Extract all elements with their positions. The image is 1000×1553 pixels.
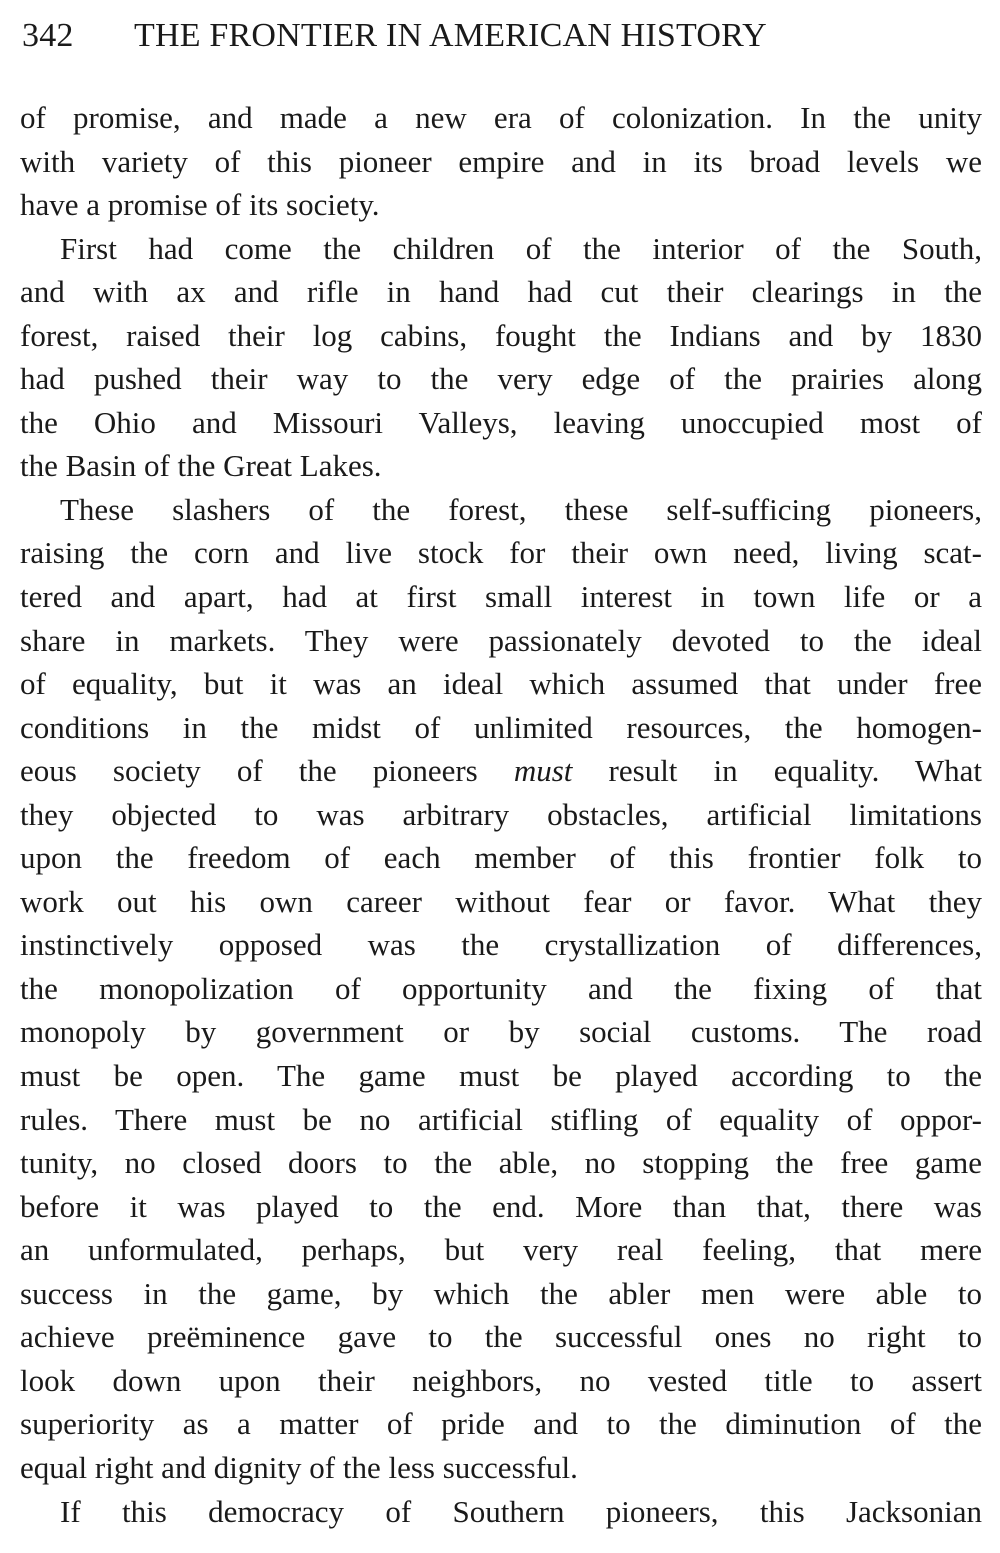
text-line xyxy=(20,1402,982,1446)
text-line-content: conditions in the midst of unlimited resources, the homogen- xyxy=(20,709,982,745)
text-line xyxy=(20,880,982,924)
text-line-content: forest, raised their log cabins, fought the Indians and by 1830 xyxy=(20,317,982,353)
text-line-content: equal right and dignity of the less successful. xyxy=(20,1449,578,1485)
text-line xyxy=(20,96,982,140)
text-line xyxy=(20,793,982,837)
text-line xyxy=(20,706,982,750)
text-line-content: These slashers of the forest, these self-sufficing pioneers, xyxy=(60,491,982,527)
text-line-content: raising the corn and live stock for their own need, living scat- xyxy=(20,535,982,571)
text-line xyxy=(20,1054,982,1098)
text-line-content: rules. There must be no artificial stifling of equality of oppor- xyxy=(20,1101,982,1137)
text-line-content: before it was played to the end. More than that, there was xyxy=(20,1188,982,1224)
running-title: THE FRONTIER IN AMERICAN HISTORY xyxy=(134,17,767,54)
text-line xyxy=(20,1446,982,1490)
text-line-content: had pushed their way to the very edge of the prairies along xyxy=(20,361,982,397)
text-line-content: work out his own career without fear or favor. What they xyxy=(20,883,982,919)
text-line-content: instinctively opposed was the crystallization of differences, xyxy=(20,927,982,963)
body-text xyxy=(20,96,982,1533)
text-line-content: tered and apart, had at first small interest in town life or a xyxy=(20,579,982,615)
text-line-content: upon the freedom of each member of this frontier folk to xyxy=(20,840,982,876)
text-line xyxy=(20,357,982,401)
text-line-content: of equality, but it was an ideal which assumed that under free xyxy=(20,666,982,702)
text-line xyxy=(20,1010,982,1054)
text-line-content: the Basin of the Great Lakes. xyxy=(20,448,382,484)
text-line-content: First had come the children of the interior of the South, xyxy=(60,230,982,266)
italic-word: must xyxy=(513,753,573,789)
text-line xyxy=(20,140,982,184)
text-line-content: an unformulated, perhaps, but very real feeling, that mere xyxy=(20,1232,982,1268)
text-line xyxy=(20,923,982,967)
text-line-content: the Ohio and Missouri Valleys, leaving unoccupied most of xyxy=(20,404,982,440)
text-line-content: share in markets. They were passionately devoted to the ideal xyxy=(20,622,982,658)
text-line xyxy=(20,1098,982,1142)
text-line xyxy=(20,1228,982,1272)
text-line xyxy=(20,1141,982,1185)
text-line-content: look down upon their neighbors, no vested title to assert xyxy=(20,1362,982,1398)
text-line xyxy=(20,531,982,575)
text-line-content: achieve preëminence gave to the successful ones no right to xyxy=(20,1319,982,1355)
text-line-content: superiority as a matter of pride and to the diminution of the xyxy=(20,1406,982,1442)
text-line xyxy=(20,749,982,793)
text-line xyxy=(20,488,982,532)
page-number: 342 xyxy=(22,17,74,54)
text-line xyxy=(20,314,982,358)
text-line-content: of promise, and made a new era of colonization. In the unity xyxy=(20,100,982,135)
text-line xyxy=(20,183,982,227)
text-line-content: must be open. The game must be played according to the xyxy=(20,1058,982,1094)
text-line-continuation: result in equality. What xyxy=(608,753,982,789)
text-line-content: and with ax and rifle in hand had cut their clearings in the xyxy=(20,274,982,310)
text-line-content: eous society of the pioneers xyxy=(20,753,478,789)
text-line xyxy=(20,836,982,880)
text-line xyxy=(20,1359,982,1403)
text-line-content: have a promise of its society. xyxy=(20,187,380,223)
text-line-content: success in the game, by which the abler men were able to xyxy=(20,1275,982,1311)
text-line-content: monopoly by government or by social customs. The road xyxy=(20,1014,982,1050)
text-line-content: they objected to was arbitrary obstacles, artificial limitations xyxy=(20,796,982,832)
text-line-content: If this democracy of Southern pioneers, this Jacksonian xyxy=(60,1493,982,1529)
running-head xyxy=(22,12,982,60)
text-line xyxy=(20,967,982,1011)
text-line xyxy=(20,227,982,271)
text-line xyxy=(20,662,982,706)
text-line xyxy=(20,444,982,488)
text-line-content: with variety of this pioneer empire and in its broad levels we xyxy=(20,143,982,179)
text-line xyxy=(20,270,982,314)
text-line xyxy=(20,1272,982,1316)
text-line xyxy=(20,1185,982,1229)
text-line xyxy=(20,619,982,663)
text-line xyxy=(20,1490,982,1534)
text-line-content: tunity, no closed doors to the able, no stopping the free game xyxy=(20,1145,982,1181)
text-line-content: the monopolization of opportunity and the fixing of that xyxy=(20,970,982,1006)
text-line xyxy=(20,575,982,619)
text-line xyxy=(20,1315,982,1359)
text-line xyxy=(20,401,982,445)
